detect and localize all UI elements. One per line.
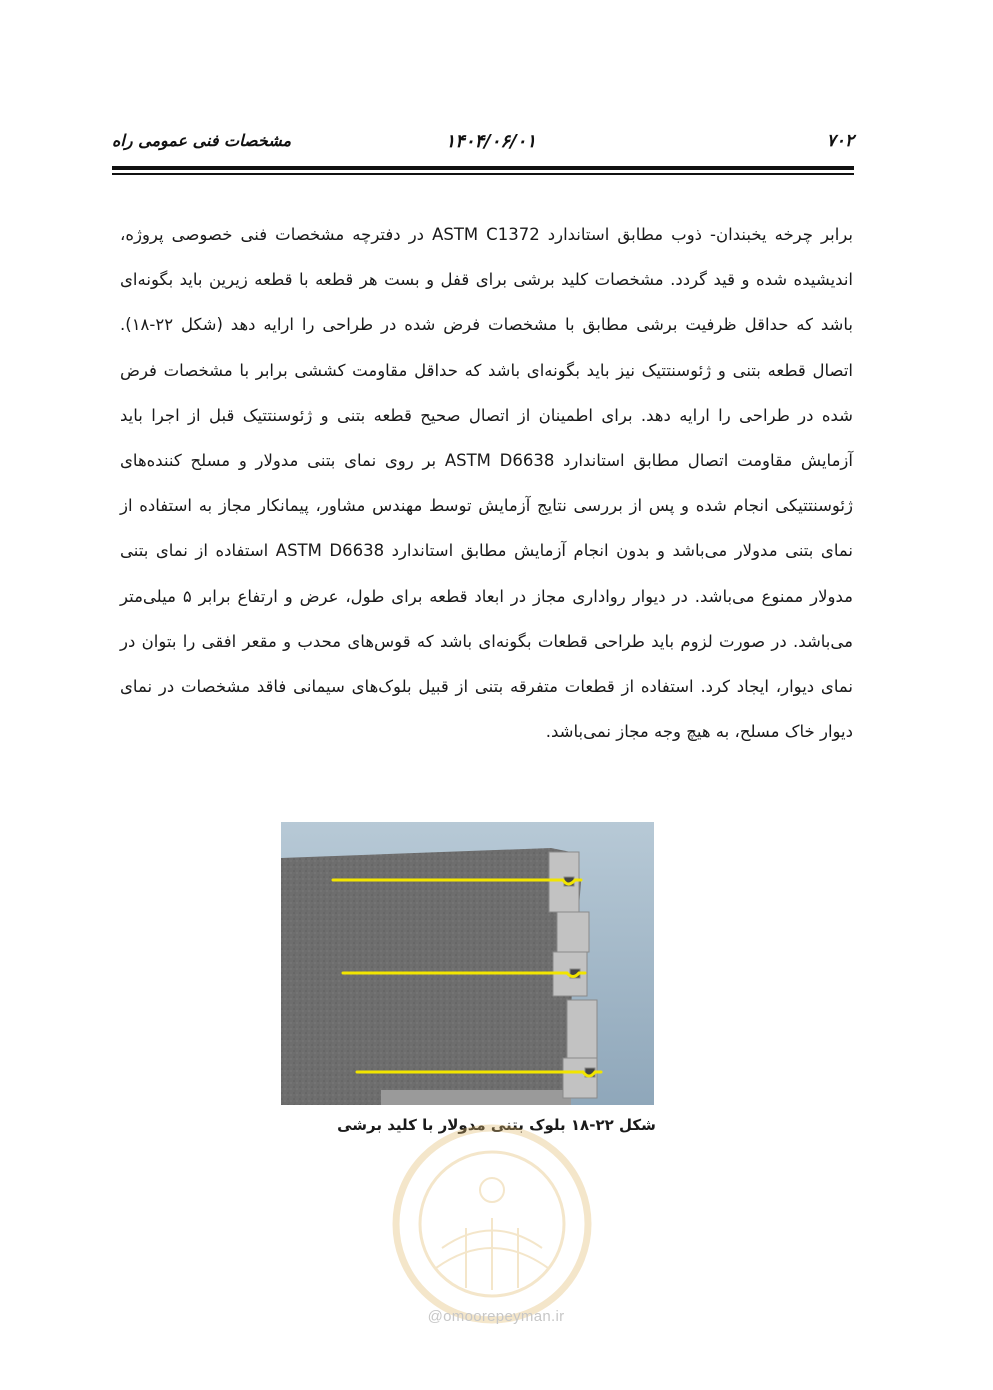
watermark-logo [386,1118,598,1330]
page-header [112,125,854,161]
watermark-url: @omoorepeyman.ir [427,1308,565,1325]
block-4 [567,1000,597,1058]
block-5 [563,1058,597,1098]
page-number: ۷۰۲ [826,131,854,151]
document-title: مشخصات فنی عمومی راه [112,131,292,150]
figure-caption: شکل ۲۲-۱۸ بلوک بتنی مدولار با کلید برشی [337,1116,656,1134]
block-2 [557,912,589,952]
header-rule-thin [112,173,854,175]
ground-strip [381,1090,571,1105]
header-rule-thick [112,166,854,170]
wall-section-illustration [281,822,654,1105]
soil-mass [281,848,581,1105]
figure-modular-block-wall [281,822,654,1105]
header-date: ۱۴۰۴/۰۶/۰۱ [445,131,536,152]
body-paragraph: برابر چرخه یخبندان- ذوب مطابق استاندارد ASTM C1372 در دفترچه مشخصات فنی خصوصی پروژه، اندیشیده شده و قید گردد. مشخصات کلید برشی برای قفل و بست هر قطعه با قطعه زیرین باید بگونه‌ای باشد که حداقل ظرفیت برشی مطابق با مشخصات فرض شده در طراحی را ارایه دهد (شکل ۲۲-۱۸). اتصال قطعه بتنی و ژئوسنتتیک نیز باید بگونه‌ای باشد که حداقل مقاومت کششی برابر با مشخصات فرض شده در طراحی را ارایه دهد. برای اطمینان از اتصال صحیح قطعه بتنی و ژئوسنتتیک قبل از اجرا باید آزمایش مقاومت اتصال مطابق استاندارد ASTM D6638 بر روی نمای بتنی مدولار و مسلح کننده‌های ژئوسنتتیکی انجام شده و پس از بررسی نتایج آزمایش توسط مهندس مشاور، پیمانکار مجاز به استفاده از نمای بتنی مدولار می‌باشد و بدون انجام آزمایش مطابق استاندارد ASTM D6638 استفاده از نمای بتنی مدولار ممنوع می‌باشد. در دیوار رواداری مجاز در ابعاد قطعه برای طول، عرض و ارتفاع برابر ۵ میلی‌متر می‌باشد. در صورت لزوم باید طراحی قطعات بگونه‌ای باشد که قوس‌های محدب و مقعر افقی را بتوان در نمای دیوار، ایجاد کرد. استفاده از قطعات متفرقه بتنی از قبیل بلوک‌های سیمانی فاقد مشخصات در نمای دیوار خاک مسلح، به هیچ وجه مجاز نمی‌باشد. [120,225,853,742]
